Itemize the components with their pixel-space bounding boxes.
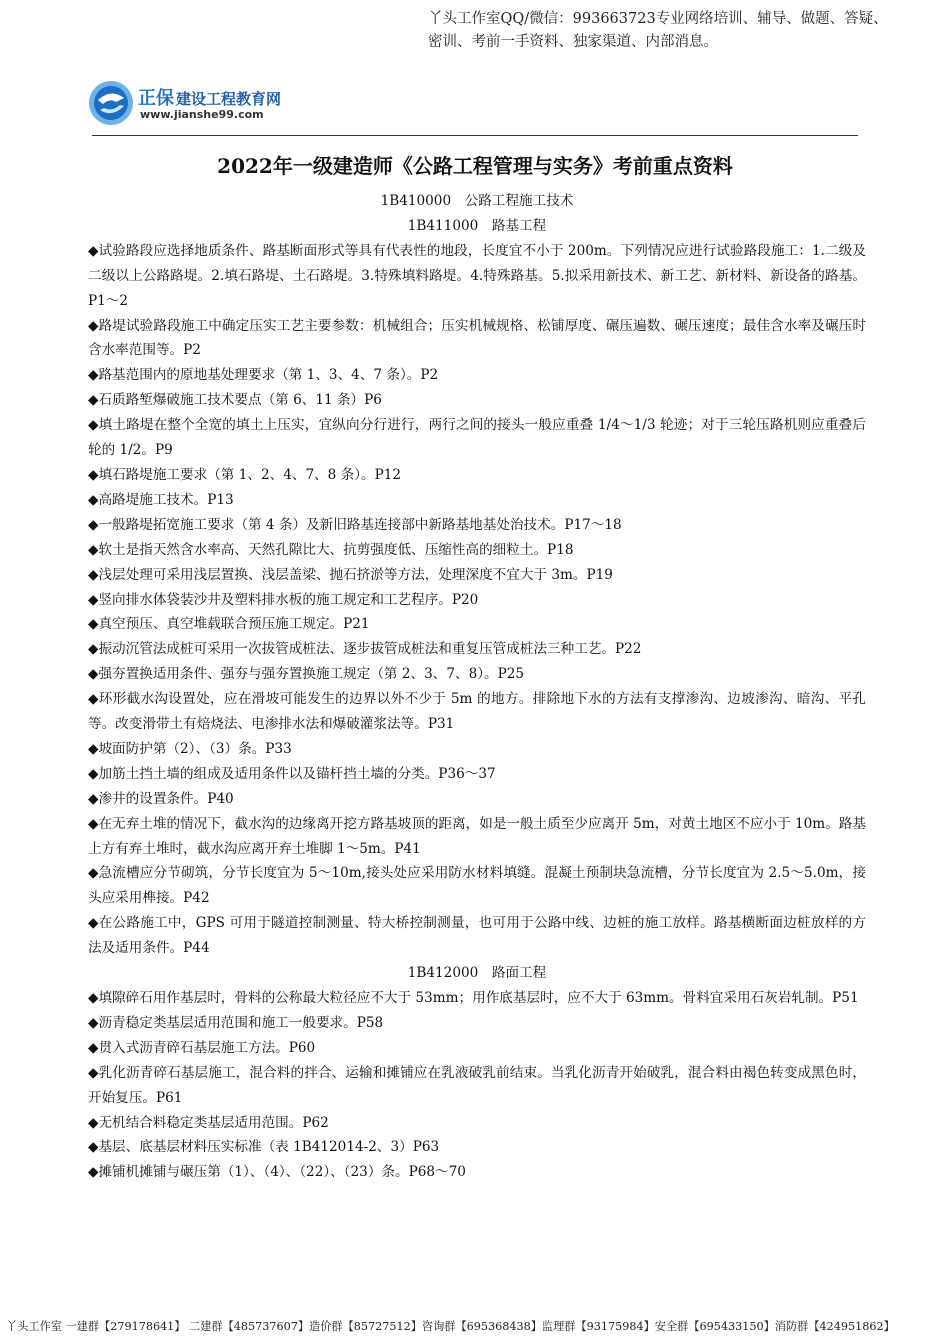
- header-divider: [92, 135, 858, 136]
- logo-name: 建设工程教育网: [176, 90, 282, 108]
- bullet-item: ◆摊铺机摊铺与碾压第（1）、（4）、（22）、（23）条。P68～70: [88, 1164, 466, 1181]
- bullet-item: ◆真空预压、真空堆载联合预压施工规定。P21: [88, 616, 370, 633]
- bullet-item: ◆试验路段应选择地质条件、路基断面形式等具有代表性的地段，长度宜不小于 200m。下列情况应进行试验路段施工：1.二级及二级以上公路路堤。2.填石路堤、土石路堤。3.特殊填料路堤。4.特殊路基。5.拟采用新技术、新工艺、新材料、新设备的路基。P1～2: [88, 242, 866, 309]
- bullet-item: ◆贯入式沥青碎石基层施工方法。P60: [88, 1039, 316, 1056]
- bullet-item: ◆环形截水沟设置处，应在滑坡可能发生的边界以外不少于 5m 的地方。排除地下水的方法有支撑渗沟、边坡渗沟、暗沟、平孔等。改变滑带土有焙烧法、电渗排水法和爆破灌浆法等。P31: [88, 691, 866, 733]
- bullet-item: ◆填土路堤在整个全宽的填土上压实，宜纵向分行进行，两行之间的接头一般应重叠 1/4～1/3 轮迹；对于三轮压路机则应重叠后轮的 1/2。P9: [88, 417, 866, 459]
- document-body: [88, 189, 866, 1185]
- footer-group-list: 丫头工作室 一建群【279178641】 二建群【485737607】造价群【85727512】咨询群【695368438】监理群【93175984】安全群【695433150】消防群【424951862】: [6, 1320, 895, 1333]
- site-logo[interactable]: [86, 78, 316, 130]
- bullet-item: ◆基层、底基层材料压实标准（表 1B412014-2、3）P63: [88, 1139, 440, 1156]
- logo-url: www.jianshe99.com: [140, 108, 264, 121]
- bullet-item: ◆填石路堤施工要求（第 1、2、4、7、8 条）。P12: [88, 466, 402, 483]
- bullet-item: ◆振动沉管法成桩可采用一次拔管成桩法、逐步拔管成桩法和重复压管成桩法三种工艺。P22: [88, 641, 642, 658]
- section-heading: 1B412000 路面工程: [407, 965, 547, 982]
- logo-text: [138, 84, 281, 110]
- bullet-item: ◆软土是指天然含水率高、天然孔隙比大、抗剪强度低、压缩性高的细粒土。P18: [88, 541, 574, 558]
- bullet-item: ◆浅层处理可采用浅层置换、浅层盖梁、抛石挤淤等方法，处理深度不宜大于 3m。P19: [88, 566, 613, 583]
- header-contact-note: 丫头工作室QQ/微信：993663723专业网络培训、辅导、做题、答疑、密训、考前一手资料、独家渠道、内部消息。: [428, 11, 888, 50]
- bullet-item: ◆在公路施工中，GPS 可用于隧道控制测量、特大桥控制测量，也可用于公路中线、边桩的施工放样。路基横断面边桩放样的方法及适用条件。P44: [88, 915, 866, 957]
- bullet-item: ◆急流槽应分节砌筑，分节长度宜为 5～10m,接头处应采用防水材料填缝。混凝土预制块急流槽，分节长度宜为 2.5～5.0m，接头应采用榫接。P42: [88, 865, 866, 907]
- document-title: 2022年一级建造师《公路工程管理与实务》考前重点资料: [217, 154, 733, 178]
- bullet-item: ◆路堤试验路段施工中确定压实工艺主要参数：机械组合；压实机械规格、松铺厚度、碾压遍数、碾压速度；最佳含水率及碾压时含水率范围等。P2: [88, 317, 866, 359]
- logo-brand: 正保: [138, 88, 174, 109]
- bullet-item: ◆竖向排水体袋装沙井及塑料排水板的施工规定和工艺程序。P20: [88, 591, 479, 608]
- bullet-item: ◆一般路堤拓宽施工要求（第 4 条）及新旧路基连接部中新路基地基处治技术。P17～18: [88, 516, 622, 533]
- section-heading: 1B410000 公路工程施工技术: [380, 193, 574, 209]
- section-heading: 1B411000 路基工程: [407, 217, 547, 234]
- bullet-item: ◆坡面防护第（2）、（3）条。P33: [88, 740, 292, 757]
- logo-emblem-icon: [86, 78, 136, 128]
- bullet-item: ◆在无弃土堆的情况下，截水沟的边缘离开挖方路基坡顶的距离，如是一般土质至少应离开 5m，对黄土地区不应小于 10m。路基上方有弃土堆时，截水沟应离开弃土堆脚 1～5m。P41: [88, 815, 866, 857]
- bullet-item: ◆路基范围内的原地基处理要求（第 1、3、4、7 条）。P2: [88, 367, 439, 384]
- bullet-item: ◆高路堤施工技术。P13: [88, 491, 234, 508]
- bullet-item: ◆填隙碎石用作基层时，骨料的公称最大粒径应不大于 53mm；用作底基层时，应不大于 63mm。骨料宜采用石灰岩轧制。P51: [88, 990, 859, 1006]
- bullet-item: ◆加筋土挡土墙的组成及适用条件以及锚杆挡土墙的分类。P36～37: [88, 765, 496, 782]
- bullet-item: ◆乳化沥青碎石基层施工，混合料的拌合、运输和摊铺应在乳液破乳前结束。当乳化沥青开始破乳，混合料由褐色转变成黑色时，开始复压。P61: [88, 1064, 866, 1106]
- bullet-item: ◆强夯置换适用条件、强夯与强夯置换施工规定（第 2、3、7、8）。P25: [88, 666, 525, 683]
- bullet-item: ◆石质路堑爆破施工技术要点（第 6、11 条）P6: [88, 392, 382, 409]
- bullet-item: ◆渗井的设置条件。P40: [88, 790, 234, 807]
- bullet-item: ◆沥青稳定类基层适用范围和施工一般要求。P58: [88, 1014, 384, 1031]
- bullet-item: ◆无机结合料稳定类基层适用范围。P62: [88, 1114, 329, 1131]
